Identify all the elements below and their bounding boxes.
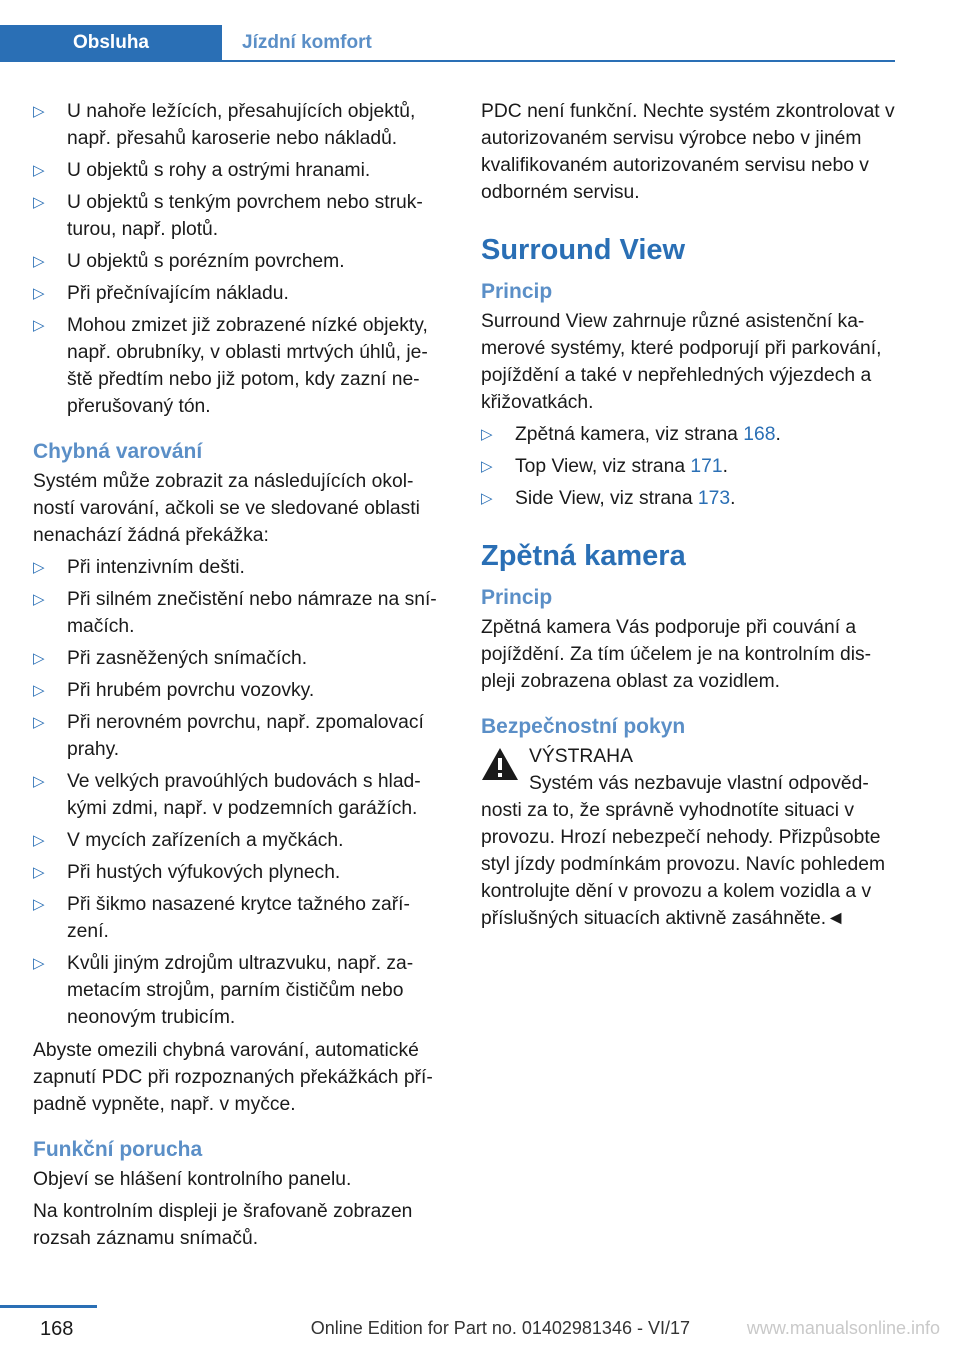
triangle-bullet-icon: ▷ bbox=[33, 773, 45, 790]
heading-false-warnings: Chybná varování bbox=[33, 440, 203, 463]
list-item: ▷ U objektů s porézním povrchem. bbox=[33, 248, 448, 275]
triangle-bullet-icon: ▷ bbox=[33, 714, 45, 731]
triangle-bullet-icon: ▷ bbox=[33, 194, 45, 211]
list-item: ▷ Při šikmo nasazené krytce tažného zaří‐zení. bbox=[33, 891, 448, 945]
triangle-bullet-icon: ▷ bbox=[33, 559, 45, 576]
triangle-bullet-icon: ▷ bbox=[33, 832, 45, 849]
triangle-bullet-icon: ▷ bbox=[33, 650, 45, 667]
list-item: ▷ Side View, viz strana 173. bbox=[481, 485, 896, 512]
triangle-bullet-icon: ▷ bbox=[33, 591, 45, 608]
warning-triangle-icon bbox=[481, 747, 519, 781]
warning-first-line: Systém vás nezbavuje vlastní odpověd‐ bbox=[529, 773, 869, 794]
heading-surround-view: Surround View bbox=[481, 234, 686, 266]
watermark: www.manualsonline.info bbox=[746, 1318, 940, 1338]
right-column bbox=[481, 98, 896, 937]
para-malfunction-1: Objeví se hlášení kontrolního panelu. bbox=[33, 1169, 352, 1190]
heading-rear-camera: Zpětná kamera bbox=[481, 540, 686, 572]
page-number: 168 bbox=[40, 1318, 74, 1340]
list-item: ▷ Kvůli jiným zdrojům ultrazvuku, např. za‐metacím strojům, parním čističům nebo neonovým trubicím. bbox=[33, 950, 448, 1031]
list-item: ▷ Při hrubém povrchu vozovky. bbox=[33, 677, 448, 704]
heading-principle: Princip bbox=[481, 280, 553, 303]
false-warnings-list bbox=[33, 554, 448, 1031]
triangle-bullet-icon: ▷ bbox=[481, 490, 493, 507]
list-item: ▷ U nahoře ležících, přesahujících objektů, např. přesahů karoserie nebo nákladů. bbox=[33, 98, 448, 152]
tab-jizdni-komfort[interactable]: Jízdní komfort bbox=[242, 32, 372, 53]
list-item: ▷ U objektů s tenkým povrchem nebo struk‐turou, např. plotů. bbox=[33, 189, 448, 243]
list-item: ▷ Při zasněžených snímačích. bbox=[33, 645, 448, 672]
header-tabs bbox=[0, 25, 502, 61]
header-divider bbox=[0, 60, 895, 62]
list-item: ▷ Mohou zmizet již zobrazené nízké objekty, např. obrubníky, v oblasti mrtvých úhlů, je‐ště předtím nebo již potom, kdy zazní ne‐přerušovaný tón. bbox=[33, 312, 448, 420]
heading-malfunction: Funkční porucha bbox=[33, 1138, 203, 1161]
list-item: ▷ U objektů s rohy a ostrými hranami. bbox=[33, 157, 448, 184]
triangle-bullet-icon: ▷ bbox=[33, 253, 45, 270]
triangle-bullet-icon: ▷ bbox=[33, 162, 45, 179]
triangle-bullet-icon: ▷ bbox=[481, 426, 493, 443]
triangle-bullet-icon: ▷ bbox=[33, 103, 45, 120]
footer-divider bbox=[0, 1305, 97, 1308]
limits-list bbox=[33, 98, 448, 420]
para-surround: Surround View zahrnuje různé asistenční ka‐merové systémy, které podporují při parkování, pojíždění a také v nepřehledných výjezdech a křižovatkách. bbox=[481, 311, 882, 413]
para-malfunction-2: Na kontrolním displeji je šrafovaně zobrazen rozsah záznamu snímačů. bbox=[33, 1201, 413, 1249]
para-camera: Zpětná kamera Vás podporuje při couvání a pojíždění. Za tím účelem je na kontrolním dis‐pleji zobrazena oblast za vozidlem. bbox=[481, 617, 872, 692]
list-item: ▷ Ve velkých pravoúhlých budovách s hlad‐kými zdmi, např. v podzemních garážích. bbox=[33, 768, 448, 822]
triangle-bullet-icon: ▷ bbox=[33, 896, 45, 913]
page-link[interactable]: 173 bbox=[697, 488, 731, 509]
heading-principle: Princip bbox=[481, 586, 553, 609]
triangle-bullet-icon: ▷ bbox=[33, 864, 45, 881]
warning-block bbox=[481, 743, 896, 797]
left-column bbox=[33, 98, 448, 1257]
tab-obsluha[interactable]: Obsluha bbox=[0, 25, 222, 61]
list-item: ▷ Při hustých výfukových plynech. bbox=[33, 859, 448, 886]
list-item: ▷ Top View, viz strana 171. bbox=[481, 453, 896, 480]
triangle-bullet-icon: ▷ bbox=[481, 458, 493, 475]
warning-title: VÝSTRAHA bbox=[529, 746, 633, 767]
para-pdc: PDC není funkční. Nechte systém zkontrolovat v autorizovaném servisu výrobce nebo v jiném kvalifikovaném autorizovaném servisu nebo v odborném servisu. bbox=[481, 101, 895, 203]
warning-text: nosti za to, že správně vyhodnotíte situaci v provozu. Hrozí nebezpečí nehody. Přizpůsobte styl jízdy podmínkám provozu. Navíc pohledem kontrolujte dění v provozu a kolem vozidla a v příslušných situacích aktivně zasáhněte.◄ bbox=[481, 800, 886, 929]
list-item: ▷ Při přečnívajícím nákladu. bbox=[33, 280, 448, 307]
triangle-bullet-icon: ▷ bbox=[33, 955, 45, 972]
list-item: ▷ Při nerovném povrchu, např. zpomalovací prahy. bbox=[33, 709, 448, 763]
list-item: ▷ Při silném znečistění nebo námraze na sní‐mačích. bbox=[33, 586, 448, 640]
heading-safety: Bezpečnostní pokyn bbox=[481, 715, 686, 738]
page-link[interactable]: 171 bbox=[690, 456, 723, 477]
triangle-bullet-icon: ▷ bbox=[33, 285, 45, 302]
para-false-warnings: Systém může zobrazit za následujících okol‐ností varování, ačkoli se ve sledované oblasti nenachází žádná překážka: bbox=[33, 471, 420, 546]
list-item: ▷ Při intenzivním dešti. bbox=[33, 554, 448, 581]
surround-list bbox=[481, 421, 896, 512]
edition-note: Online Edition for Part no. 01402981346 - VI/17 bbox=[310, 1318, 690, 1338]
para-avoid-warnings: Abyste omezili chybná varování, automatické zapnutí PDC při rozpoznaných překážkách pří‐padně vypněte, např. v myčce. bbox=[33, 1040, 433, 1115]
list-item: ▷ Zpětná kamera, viz strana 168. bbox=[481, 421, 896, 448]
triangle-bullet-icon: ▷ bbox=[33, 682, 45, 699]
list-item: ▷ V mycích zařízeních a myčkách. bbox=[33, 827, 448, 854]
triangle-bullet-icon: ▷ bbox=[33, 317, 45, 334]
page-link[interactable]: 168 bbox=[743, 424, 776, 445]
